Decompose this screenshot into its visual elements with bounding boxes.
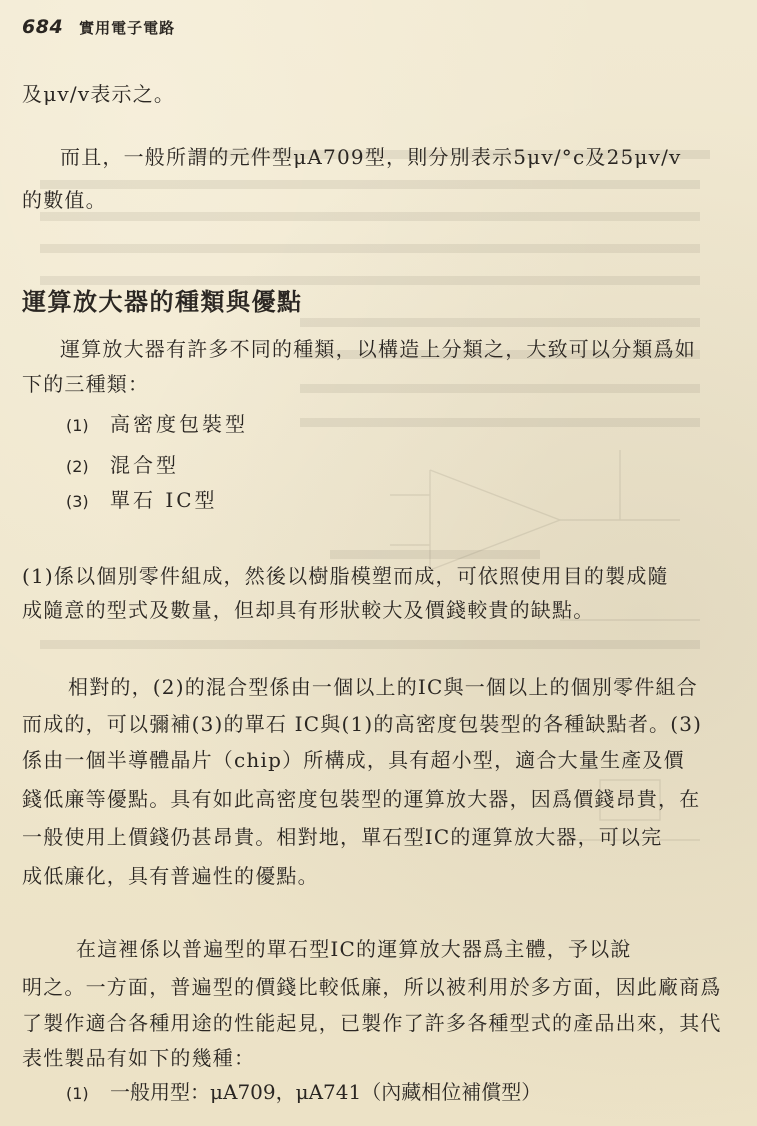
text-line: 成隨意的型式及數量，但却具有形狀較大及價錢較貴的缺點。 — [22, 598, 595, 622]
text-line: 及μv/v表示之。 — [22, 82, 176, 106]
text-line: 了製作適合各種用途的性能起見，已製作了許多各種型式的產品出來，其代 — [22, 1011, 722, 1035]
running-title: 實用電子電路 — [79, 19, 176, 37]
list-number: (3) — [66, 492, 89, 511]
list-number: (2) — [66, 457, 89, 476]
text-line: 成低廉化，具有普遍性的優點。 — [22, 864, 319, 888]
list-text: 混合型 — [110, 453, 179, 477]
list-number: (1) — [66, 416, 89, 435]
list-number: (1) — [66, 1084, 89, 1103]
text-line: 表性製品有如下的幾種： — [22, 1046, 256, 1070]
text-line: 下的三種類： — [22, 372, 150, 396]
page-number: 684 — [22, 16, 64, 38]
list-text: 一般用型：μA709，μA741（內藏相位補償型） — [110, 1080, 542, 1104]
text-line: 而成的，可以彌補(3)的單石 IC與(1)的高密度包裝型的各種缺點者。(3) — [22, 712, 703, 736]
text-line: 運算放大器有許多不同的種類，以構造上分類之，大致可以分類爲如 — [60, 337, 696, 361]
text-line: 一般使用上價錢仍甚昂貴。相對地，單石型IC的運算放大器，可以完 — [22, 825, 663, 849]
text-line: 係由一個半導體晶片（chip）所構成，具有超小型，適合大量生產及價 — [22, 748, 685, 772]
text-line: 的數值。 — [22, 188, 107, 212]
text-line: 明之。一方面，普遍型的價錢比較低廉，所以被利用於多方面，因此廠商爲 — [22, 975, 722, 999]
page-header — [22, 16, 175, 38]
section-heading: 運算放大器的種類與優點 — [22, 288, 303, 316]
list-text: 單石 IC型 — [110, 488, 218, 512]
list-item — [66, 1078, 541, 1108]
text-line: 相對的，(2)的混合型係由一個以上的IC與一個以上的個別零件組合 — [68, 675, 698, 699]
text-line: (1)係以個別零件組成，然後以樹脂模塑而成，可依照使用目的製成隨 — [22, 564, 669, 588]
list-text: 高密度包裝型 — [110, 412, 248, 436]
list-item — [66, 410, 248, 440]
text-line: 而且，一般所謂的元件型μA709型，則分別表示5μv/°c及25μv/v — [60, 145, 682, 169]
list-item — [66, 486, 218, 516]
text-line: 錢低廉等優點。具有如此高密度包裝型的運算放大器，因爲價錢昂貴，在 — [22, 787, 701, 811]
list-item — [66, 451, 179, 481]
text-line: 在這裡係以普遍型的單石型IC的運算放大器爲主體，予以說 — [76, 937, 632, 961]
